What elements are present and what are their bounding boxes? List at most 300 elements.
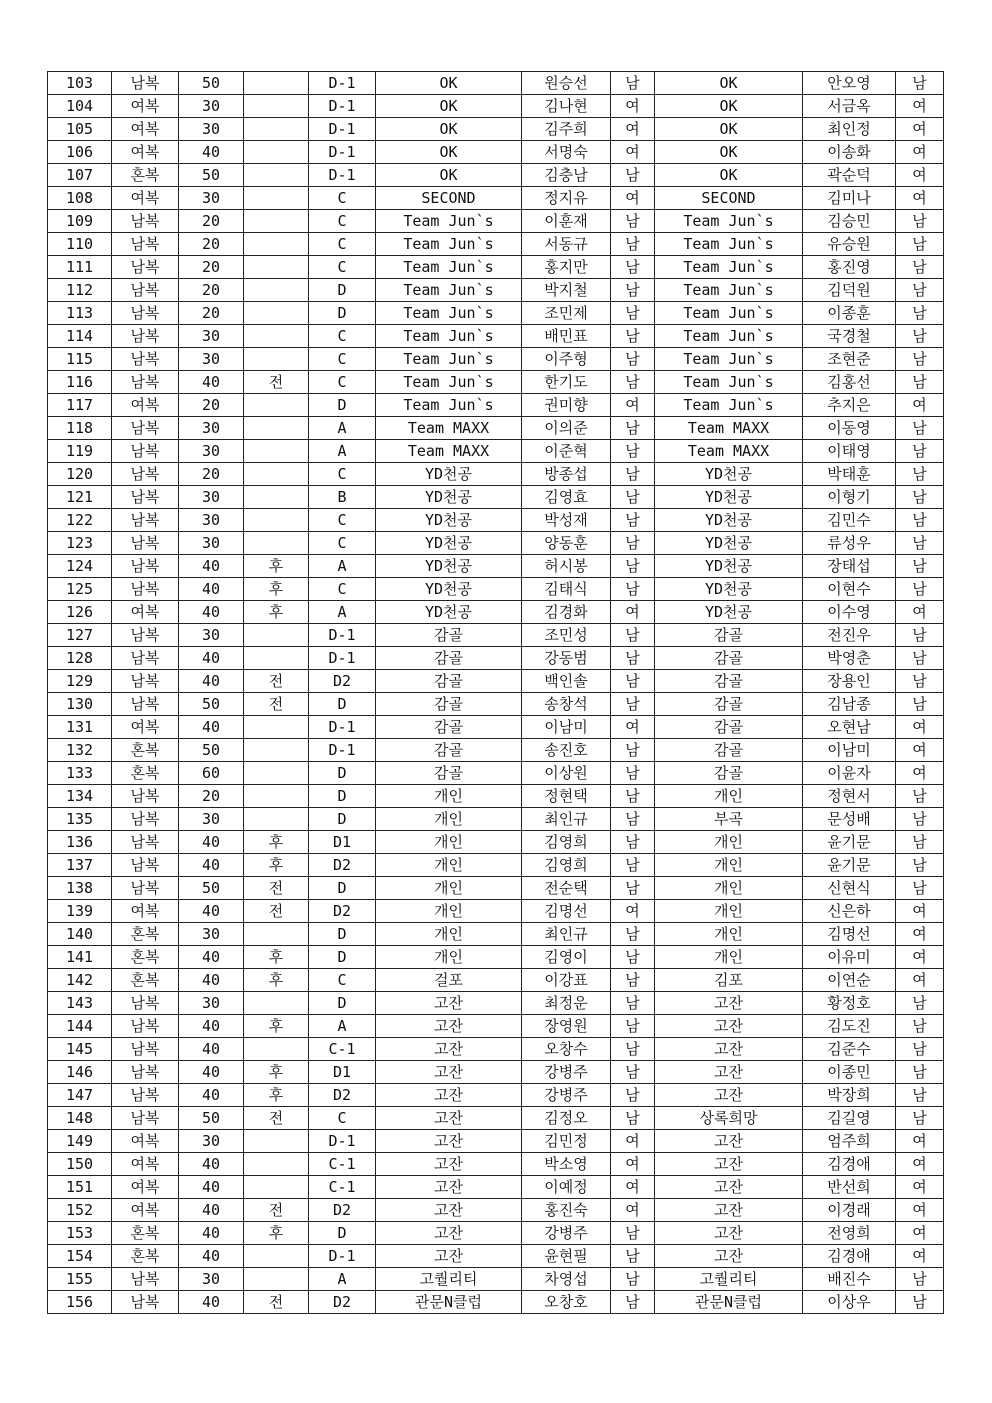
- player-1-cell: 정현택: [522, 785, 611, 808]
- table-row: [48, 394, 944, 417]
- entry-number-cell: 116: [48, 371, 112, 394]
- player-2-cell: 윤기문: [803, 831, 896, 854]
- event-type-cell: 혼복: [112, 164, 179, 187]
- club-2-cell: 감골: [655, 693, 803, 716]
- event-type-cell: 남복: [112, 1107, 179, 1130]
- table-row: [48, 601, 944, 624]
- player-2-cell: 김승민: [803, 210, 896, 233]
- age-group-cell: 30: [179, 95, 244, 118]
- club-2-cell: 감골: [655, 762, 803, 785]
- age-group-cell: 30: [179, 486, 244, 509]
- event-type-cell: 남복: [112, 831, 179, 854]
- club-1-cell: 고잔: [376, 1130, 522, 1153]
- entry-number-cell: 152: [48, 1199, 112, 1222]
- club-2-cell: YD천공: [655, 532, 803, 555]
- player-1-cell: 김명선: [522, 900, 611, 923]
- player-2-cell: 김미나: [803, 187, 896, 210]
- age-group-cell: 30: [179, 1268, 244, 1291]
- half-cell: [244, 486, 309, 509]
- gender-1-cell: 남: [611, 969, 655, 992]
- entry-number-cell: 145: [48, 1038, 112, 1061]
- grade-cell: C: [309, 210, 376, 233]
- half-cell: [244, 233, 309, 256]
- table-row: [48, 95, 944, 118]
- gender-2-cell: 남: [896, 509, 944, 532]
- gender-2-cell: 여: [896, 900, 944, 923]
- club-2-cell: 관문N클럽: [655, 1291, 803, 1314]
- player-1-cell: 백인솔: [522, 670, 611, 693]
- player-2-cell: 김민수: [803, 509, 896, 532]
- player-2-cell: 국경철: [803, 325, 896, 348]
- player-2-cell: 곽순덕: [803, 164, 896, 187]
- event-type-cell: 남복: [112, 555, 179, 578]
- gender-1-cell: 여: [611, 1199, 655, 1222]
- player-1-cell: 김태식: [522, 578, 611, 601]
- event-type-cell: 여복: [112, 95, 179, 118]
- gender-2-cell: 남: [896, 647, 944, 670]
- table-row: [48, 785, 944, 808]
- grade-cell: A: [309, 417, 376, 440]
- gender-1-cell: 남: [611, 923, 655, 946]
- event-type-cell: 여복: [112, 118, 179, 141]
- club-2-cell: 고잔: [655, 1130, 803, 1153]
- grade-cell: D-1: [309, 72, 376, 95]
- club-1-cell: SECOND: [376, 187, 522, 210]
- grade-cell: D-1: [309, 164, 376, 187]
- age-group-cell: 40: [179, 1084, 244, 1107]
- entry-number-cell: 104: [48, 95, 112, 118]
- club-2-cell: Team Jun`s: [655, 279, 803, 302]
- table-row: [48, 1291, 944, 1314]
- event-type-cell: 혼복: [112, 762, 179, 785]
- age-group-cell: 40: [179, 1222, 244, 1245]
- age-group-cell: 30: [179, 923, 244, 946]
- gender-2-cell: 남: [896, 279, 944, 302]
- grade-cell: C: [309, 532, 376, 555]
- player-1-cell: 김정오: [522, 1107, 611, 1130]
- table-row: [48, 118, 944, 141]
- table-row: [48, 1084, 944, 1107]
- player-1-cell: 김영희: [522, 831, 611, 854]
- grade-cell: B: [309, 486, 376, 509]
- club-2-cell: 고잔: [655, 1222, 803, 1245]
- event-type-cell: 혼복: [112, 969, 179, 992]
- entry-number-cell: 124: [48, 555, 112, 578]
- entry-number-cell: 121: [48, 486, 112, 509]
- event-type-cell: 남복: [112, 693, 179, 716]
- club-1-cell: 고퀄리티: [376, 1268, 522, 1291]
- player-2-cell: 황정호: [803, 992, 896, 1015]
- club-1-cell: YD천공: [376, 463, 522, 486]
- club-1-cell: OK: [376, 141, 522, 164]
- player-1-cell: 강병주: [522, 1084, 611, 1107]
- age-group-cell: 40: [179, 969, 244, 992]
- player-1-cell: 방종섭: [522, 463, 611, 486]
- age-group-cell: 50: [179, 693, 244, 716]
- table-row: [48, 1153, 944, 1176]
- club-2-cell: 고잔: [655, 1061, 803, 1084]
- half-cell: 후: [244, 854, 309, 877]
- player-1-cell: 차영섭: [522, 1268, 611, 1291]
- club-2-cell: OK: [655, 164, 803, 187]
- gender-2-cell: 남: [896, 256, 944, 279]
- age-group-cell: 40: [179, 1245, 244, 1268]
- entry-number-cell: 114: [48, 325, 112, 348]
- gender-1-cell: 남: [611, 808, 655, 831]
- grade-cell: C-1: [309, 1038, 376, 1061]
- half-cell: [244, 256, 309, 279]
- gender-2-cell: 남: [896, 555, 944, 578]
- gender-2-cell: 남: [896, 1038, 944, 1061]
- club-1-cell: 고잔: [376, 1038, 522, 1061]
- club-2-cell: YD천공: [655, 486, 803, 509]
- gender-2-cell: 남: [896, 463, 944, 486]
- gender-1-cell: 남: [611, 992, 655, 1015]
- player-2-cell: 김길영: [803, 1107, 896, 1130]
- half-cell: 전: [244, 877, 309, 900]
- gender-1-cell: 여: [611, 1176, 655, 1199]
- gender-1-cell: 남: [611, 647, 655, 670]
- entry-number-cell: 123: [48, 532, 112, 555]
- gender-2-cell: 남: [896, 72, 944, 95]
- table-row: [48, 463, 944, 486]
- player-1-cell: 원승선: [522, 72, 611, 95]
- player-1-cell: 윤현필: [522, 1245, 611, 1268]
- table-row: [48, 233, 944, 256]
- grade-cell: D2: [309, 1199, 376, 1222]
- table-row: [48, 923, 944, 946]
- player-1-cell: 김충남: [522, 164, 611, 187]
- club-1-cell: 감골: [376, 647, 522, 670]
- event-type-cell: 여복: [112, 1176, 179, 1199]
- grade-cell: D: [309, 762, 376, 785]
- event-type-cell: 남복: [112, 509, 179, 532]
- club-2-cell: 개인: [655, 877, 803, 900]
- half-cell: [244, 279, 309, 302]
- half-cell: [244, 762, 309, 785]
- player-1-cell: 장영원: [522, 1015, 611, 1038]
- club-1-cell: YD천공: [376, 509, 522, 532]
- gender-1-cell: 여: [611, 141, 655, 164]
- event-type-cell: 남복: [112, 1061, 179, 1084]
- gender-1-cell: 남: [611, 72, 655, 95]
- half-cell: [244, 164, 309, 187]
- age-group-cell: 30: [179, 440, 244, 463]
- age-group-cell: 40: [179, 1038, 244, 1061]
- player-1-cell: 박소영: [522, 1153, 611, 1176]
- player-1-cell: 최인규: [522, 923, 611, 946]
- gender-2-cell: 남: [896, 348, 944, 371]
- club-1-cell: Team MAXX: [376, 440, 522, 463]
- player-1-cell: 최정운: [522, 992, 611, 1015]
- club-1-cell: 고잔: [376, 1199, 522, 1222]
- age-group-cell: 20: [179, 256, 244, 279]
- player-1-cell: 배민표: [522, 325, 611, 348]
- event-type-cell: 여복: [112, 1130, 179, 1153]
- club-2-cell: Team Jun`s: [655, 394, 803, 417]
- age-group-cell: 30: [179, 348, 244, 371]
- table-row: [48, 210, 944, 233]
- age-group-cell: 40: [179, 1291, 244, 1314]
- table-row: [48, 578, 944, 601]
- half-cell: [244, 1268, 309, 1291]
- gender-2-cell: 남: [896, 417, 944, 440]
- club-2-cell: 고잔: [655, 992, 803, 1015]
- club-1-cell: 고잔: [376, 1061, 522, 1084]
- gender-1-cell: 여: [611, 900, 655, 923]
- age-group-cell: 30: [179, 417, 244, 440]
- age-group-cell: 50: [179, 72, 244, 95]
- club-2-cell: OK: [655, 118, 803, 141]
- event-type-cell: 혼복: [112, 946, 179, 969]
- player-2-cell: 이수영: [803, 601, 896, 624]
- player-1-cell: 이주형: [522, 348, 611, 371]
- gender-2-cell: 남: [896, 624, 944, 647]
- table-row: [48, 762, 944, 785]
- player-2-cell: 김경애: [803, 1245, 896, 1268]
- grade-cell: D: [309, 1222, 376, 1245]
- event-type-cell: 여복: [112, 187, 179, 210]
- club-2-cell: Team Jun`s: [655, 256, 803, 279]
- grade-cell: D-1: [309, 624, 376, 647]
- entry-number-cell: 148: [48, 1107, 112, 1130]
- player-1-cell: 오창수: [522, 1038, 611, 1061]
- club-2-cell: 고잔: [655, 1245, 803, 1268]
- grade-cell: D: [309, 785, 376, 808]
- grade-cell: C: [309, 348, 376, 371]
- age-group-cell: 20: [179, 279, 244, 302]
- age-group-cell: 30: [179, 187, 244, 210]
- event-type-cell: 여복: [112, 900, 179, 923]
- half-cell: [244, 716, 309, 739]
- grade-cell: D2: [309, 1291, 376, 1314]
- club-2-cell: OK: [655, 141, 803, 164]
- club-1-cell: 고잔: [376, 1015, 522, 1038]
- grade-cell: D-1: [309, 1130, 376, 1153]
- club-1-cell: 감골: [376, 693, 522, 716]
- grade-cell: D2: [309, 854, 376, 877]
- event-type-cell: 여복: [112, 394, 179, 417]
- entry-number-cell: 120: [48, 463, 112, 486]
- age-group-cell: 20: [179, 302, 244, 325]
- event-type-cell: 남복: [112, 1268, 179, 1291]
- gender-1-cell: 여: [611, 95, 655, 118]
- club-1-cell: 고잔: [376, 992, 522, 1015]
- gender-1-cell: 남: [611, 463, 655, 486]
- table-row: [48, 1038, 944, 1061]
- table-row: [48, 348, 944, 371]
- half-cell: [244, 532, 309, 555]
- entry-number-cell: 135: [48, 808, 112, 831]
- entry-number-cell: 136: [48, 831, 112, 854]
- grade-cell: D: [309, 693, 376, 716]
- half-cell: [244, 1153, 309, 1176]
- club-2-cell: Team MAXX: [655, 440, 803, 463]
- event-type-cell: 남복: [112, 463, 179, 486]
- event-type-cell: 남복: [112, 785, 179, 808]
- table-row: [48, 532, 944, 555]
- entry-number-cell: 113: [48, 302, 112, 325]
- event-type-cell: 남복: [112, 210, 179, 233]
- event-type-cell: 여복: [112, 1199, 179, 1222]
- gender-2-cell: 남: [896, 1061, 944, 1084]
- entry-number-cell: 126: [48, 601, 112, 624]
- gender-1-cell: 남: [611, 739, 655, 762]
- age-group-cell: 60: [179, 762, 244, 785]
- gender-1-cell: 남: [611, 302, 655, 325]
- half-cell: 전: [244, 693, 309, 716]
- table-row: [48, 141, 944, 164]
- gender-1-cell: 남: [611, 831, 655, 854]
- half-cell: 전: [244, 900, 309, 923]
- grade-cell: D2: [309, 670, 376, 693]
- event-type-cell: 남복: [112, 1038, 179, 1061]
- player-2-cell: 이종민: [803, 1061, 896, 1084]
- gender-1-cell: 남: [611, 256, 655, 279]
- event-type-cell: 남복: [112, 256, 179, 279]
- entry-number-cell: 106: [48, 141, 112, 164]
- half-cell: 후: [244, 1084, 309, 1107]
- half-cell: [244, 647, 309, 670]
- player-2-cell: 이현수: [803, 578, 896, 601]
- table-row: [48, 509, 944, 532]
- club-1-cell: Team Jun`s: [376, 325, 522, 348]
- grade-cell: A: [309, 1268, 376, 1291]
- player-2-cell: 장태섭: [803, 555, 896, 578]
- gender-1-cell: 남: [611, 371, 655, 394]
- table-row: [48, 969, 944, 992]
- table-row: [48, 739, 944, 762]
- player-2-cell: 이연순: [803, 969, 896, 992]
- club-1-cell: 걸포: [376, 969, 522, 992]
- table-row: [48, 325, 944, 348]
- club-1-cell: 개인: [376, 831, 522, 854]
- age-group-cell: 30: [179, 532, 244, 555]
- table-row: [48, 670, 944, 693]
- table-row: [48, 371, 944, 394]
- club-1-cell: YD천공: [376, 555, 522, 578]
- gender-2-cell: 남: [896, 877, 944, 900]
- player-1-cell: 강병주: [522, 1222, 611, 1245]
- age-group-cell: 20: [179, 394, 244, 417]
- table-row: [48, 854, 944, 877]
- gender-2-cell: 남: [896, 670, 944, 693]
- age-group-cell: 30: [179, 325, 244, 348]
- table-row: [48, 1015, 944, 1038]
- entry-number-cell: 133: [48, 762, 112, 785]
- event-type-cell: 남복: [112, 279, 179, 302]
- player-1-cell: 이의준: [522, 417, 611, 440]
- grade-cell: C: [309, 1107, 376, 1130]
- club-1-cell: YD천공: [376, 601, 522, 624]
- player-2-cell: 이윤자: [803, 762, 896, 785]
- player-1-cell: 이강표: [522, 969, 611, 992]
- gender-2-cell: 남: [896, 1291, 944, 1314]
- entry-number-cell: 127: [48, 624, 112, 647]
- grade-cell: C: [309, 463, 376, 486]
- gender-2-cell: 여: [896, 1222, 944, 1245]
- entry-number-cell: 117: [48, 394, 112, 417]
- player-2-cell: 김덕원: [803, 279, 896, 302]
- gender-2-cell: 여: [896, 923, 944, 946]
- player-2-cell: 이남미: [803, 739, 896, 762]
- grade-cell: D1: [309, 1061, 376, 1084]
- grade-cell: D: [309, 946, 376, 969]
- gender-2-cell: 여: [896, 1153, 944, 1176]
- gender-1-cell: 남: [611, 325, 655, 348]
- player-2-cell: 안오영: [803, 72, 896, 95]
- table-row: [48, 1130, 944, 1153]
- table-row: [48, 486, 944, 509]
- table-row: [48, 302, 944, 325]
- player-2-cell: 이유미: [803, 946, 896, 969]
- gender-1-cell: 남: [611, 1107, 655, 1130]
- entry-number-cell: 115: [48, 348, 112, 371]
- gender-2-cell: 여: [896, 187, 944, 210]
- table-row: [48, 164, 944, 187]
- entry-number-cell: 128: [48, 647, 112, 670]
- age-group-cell: 40: [179, 578, 244, 601]
- event-type-cell: 여복: [112, 1153, 179, 1176]
- club-1-cell: YD천공: [376, 532, 522, 555]
- table-row: [48, 417, 944, 440]
- club-1-cell: 고잔: [376, 1245, 522, 1268]
- club-2-cell: 감골: [655, 624, 803, 647]
- club-2-cell: 개인: [655, 946, 803, 969]
- half-cell: [244, 210, 309, 233]
- half-cell: [244, 95, 309, 118]
- player-2-cell: 배진수: [803, 1268, 896, 1291]
- age-group-cell: 40: [179, 1015, 244, 1038]
- grade-cell: C: [309, 509, 376, 532]
- entry-number-cell: 151: [48, 1176, 112, 1199]
- entry-number-cell: 154: [48, 1245, 112, 1268]
- club-1-cell: 개인: [376, 946, 522, 969]
- club-1-cell: 개인: [376, 854, 522, 877]
- gender-2-cell: 남: [896, 325, 944, 348]
- club-1-cell: OK: [376, 72, 522, 95]
- table-row: [48, 877, 944, 900]
- age-group-cell: 40: [179, 141, 244, 164]
- gender-1-cell: 남: [611, 946, 655, 969]
- entry-number-cell: 155: [48, 1268, 112, 1291]
- club-2-cell: SECOND: [655, 187, 803, 210]
- grade-cell: D: [309, 877, 376, 900]
- player-1-cell: 전순택: [522, 877, 611, 900]
- gender-1-cell: 남: [611, 233, 655, 256]
- half-cell: 전: [244, 1199, 309, 1222]
- half-cell: [244, 808, 309, 831]
- club-2-cell: YD천공: [655, 578, 803, 601]
- gender-1-cell: 남: [611, 164, 655, 187]
- entry-number-cell: 138: [48, 877, 112, 900]
- gender-2-cell: 남: [896, 854, 944, 877]
- half-cell: [244, 440, 309, 463]
- club-2-cell: 개인: [655, 854, 803, 877]
- player-2-cell: 박장희: [803, 1084, 896, 1107]
- grade-cell: D-1: [309, 739, 376, 762]
- gender-1-cell: 남: [611, 877, 655, 900]
- player-2-cell: 문성배: [803, 808, 896, 831]
- age-group-cell: 40: [179, 1199, 244, 1222]
- gender-2-cell: 남: [896, 210, 944, 233]
- grade-cell: D: [309, 279, 376, 302]
- entry-number-cell: 141: [48, 946, 112, 969]
- half-cell: 전: [244, 1107, 309, 1130]
- club-2-cell: OK: [655, 95, 803, 118]
- entry-number-cell: 103: [48, 72, 112, 95]
- event-type-cell: 남복: [112, 72, 179, 95]
